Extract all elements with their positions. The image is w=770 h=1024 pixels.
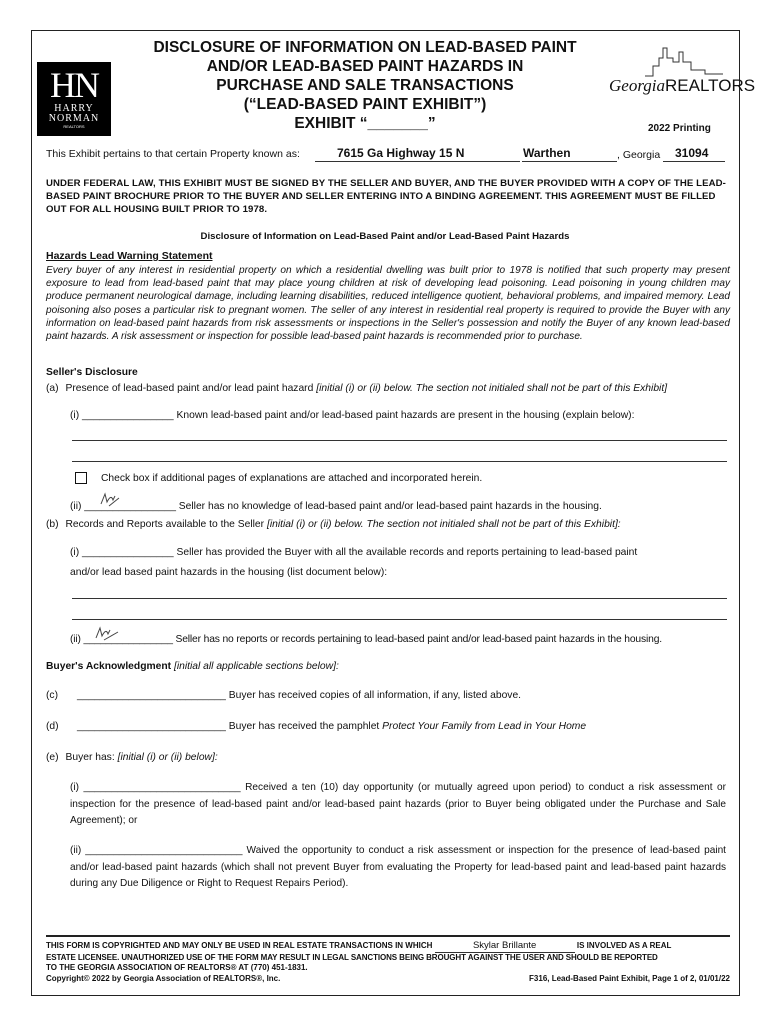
seller-b-instructions: [initial (i) or (ii) below. The section not initialed shall not be part of this Exhibit]: bbox=[266, 519, 621, 530]
form-title bbox=[120, 38, 610, 133]
documents-line-1[interactable] bbox=[72, 598, 727, 599]
hazard-heading: Hazards Lead Warning Statement bbox=[46, 250, 213, 262]
checkbox-label: Check box if additional pages of explanations are attached and incorporated herein. bbox=[101, 473, 483, 484]
item-label: (a) bbox=[46, 383, 59, 394]
footer bbox=[46, 941, 730, 985]
property-zip[interactable]: 31094 bbox=[675, 146, 709, 160]
zip-underline bbox=[663, 161, 725, 162]
buyer-e-row bbox=[46, 752, 218, 763]
buyer-e-instructions: [initial (i) or (ii) below]: bbox=[117, 752, 218, 763]
disclosure-heading: Disclosure of Information on Lead-Based Paint and/or Lead-Based Paint Hazards bbox=[200, 231, 570, 242]
skyline-icon bbox=[645, 40, 725, 80]
property-prefix: This Exhibit pertains to that certain Property known as: bbox=[46, 148, 300, 160]
footer-line-1-post: IS INVOLVED AS A REAL bbox=[576, 941, 672, 950]
additional-pages-checkbox[interactable] bbox=[75, 472, 87, 484]
initials-scribble-icon bbox=[99, 492, 121, 508]
title-line: EXHIBIT “_______” bbox=[294, 115, 436, 132]
title-line: (“LEAD-BASED PAINT EXHIBIT”) bbox=[243, 96, 487, 113]
hazard-statement: Every buyer of any interest in residential property on which a residential dwelling was built prior to 1978 is notified that such property may present exposure to lead from lead-based paint that may place young children at risk of developing lead poisoning. Lead poisoning in young children may produce permanent neurological damage, including learning disabilities, reduced intelligence quotient, behavioral problems, and impaired memory. Lead poisoning also poses a particular risk to pregnant women. The seller of any interest in residential real property is required to provide the Buyer with any information on lead-based paint hazards from risk assessments or inspections in the Seller's possession and notify the Buyer of any known lead-based paint hazards. A risk assessment or inspection for possible lead-based paint hazards is recommended prior to purchase. bbox=[46, 265, 730, 343]
seller-b-ii-line[interactable]: (ii) ________________ Seller has no reports or records pertaining to lead-based paint and/or lead-based paint hazards in the housing. bbox=[70, 634, 662, 645]
seller-a-row bbox=[46, 383, 667, 394]
item-label: (b) bbox=[46, 519, 59, 530]
logo-script-text: Georgia bbox=[609, 76, 666, 95]
seller-b-i-line[interactable]: (i) ________________ Seller has provided the Buyer with all the available records and reports pertaining to lead-based paint bbox=[70, 547, 638, 558]
item-label: (e) bbox=[46, 752, 59, 763]
buyer-d-row[interactable] bbox=[77, 721, 586, 732]
pamphlet-title: Protect Your Family from Lead in Your Home bbox=[382, 721, 587, 732]
initials-scribble-icon bbox=[94, 626, 120, 642]
title-line: DISCLOSURE OF INFORMATION ON LEAD-BASED PAINT bbox=[153, 39, 577, 56]
seller-a-ii-line[interactable]: (ii) ________________ Seller has no knowledge of lead-based paint and/or lead-based paint hazards in the housing. bbox=[70, 501, 602, 512]
footer-line-2: ESTATE LICENSEE. UNAUTHORIZED USE OF THE FORM MAY RESULT IN LEGAL SANCTIONS BEING BROUGHT AGAINST THE USER AND SHOULD BE REPORTED bbox=[46, 952, 658, 962]
footer-rule bbox=[46, 935, 730, 937]
city-underline bbox=[522, 161, 617, 162]
seller-a-i-line[interactable]: (i) ________________ Known lead-based paint and/or lead-based paint hazards are present in the housing (explain below): bbox=[70, 410, 635, 421]
logo-line-1: HARRY bbox=[54, 103, 94, 114]
buyer-ack-row bbox=[46, 661, 339, 672]
explain-line-1[interactable] bbox=[72, 440, 727, 441]
buyer-e-i-paragraph[interactable]: (i) ____________________________ Received a ten (10) day opportunity (or mutually agreed upon period) to conduct a risk assessment or inspection for the presence of lead-based paint and/or lead-based paint hazards (prior to Buyer being obligated under the Purchase and Sale Agreement); or bbox=[70, 782, 726, 826]
seller-initials-signature-2 bbox=[94, 626, 120, 646]
title-line: AND/OR LEAD-BASED PAINT HAZARDS IN bbox=[206, 58, 524, 75]
federal-law-warning: UNDER FEDERAL LAW, THIS EXHIBIT MUST BE SIGNED BY THE SELLER AND BUYER, AND THE BUYER PROVIDED WITH A COPY OF THE LEAD-BASED PAINT BROCHURE PRIOR TO THE BUYER AND SELLER ENTERING INTO A BINDING AGREEMENT. THIS AGREEMENT MUST BE FILLED OUT FOR ALL HOUSING BUILT PRIOR TO 1978. bbox=[46, 178, 726, 215]
logo-monogram: HN bbox=[50, 65, 98, 105]
harry-norman-logo bbox=[37, 62, 111, 136]
form-identifier: F316, Lead-Based Paint Exhibit, Page 1 of 2, 01/01/22 bbox=[529, 973, 730, 983]
printing-year: 2022 Printing bbox=[648, 123, 711, 134]
georgia-realtors-text bbox=[609, 76, 755, 96]
buyer-ack-heading: Buyer's Acknowledgment bbox=[46, 661, 172, 672]
buyer-d-line: __________________________ Buyer has received the pamphlet bbox=[77, 721, 380, 732]
buyer-d-label: (d) bbox=[46, 721, 59, 732]
documents-line-2[interactable] bbox=[72, 619, 727, 620]
seller-a-instructions: [initial (i) or (ii) below. The section not initialed shall not be part of this Exhibit] bbox=[316, 383, 668, 394]
seller-b-i-continued: and/or lead based paint hazards in the housing (list document below): bbox=[70, 567, 388, 578]
logo-bold-text: REALTORS bbox=[665, 76, 756, 95]
seller-initials-signature bbox=[99, 492, 121, 512]
buyer-c-label: (c) bbox=[46, 690, 59, 701]
seller-b-row bbox=[46, 519, 621, 530]
footer-line-1 bbox=[46, 941, 730, 953]
footer-line-1-pre: THIS FORM IS COPYRIGHTED AND MAY ONLY BE USED IN REAL ESTATE TRANSACTIONS IN WHICH bbox=[46, 941, 433, 950]
buyer-e-text: Buyer has: bbox=[65, 752, 115, 763]
footer-bottom-row bbox=[46, 974, 730, 985]
logo-line-2: NORMAN bbox=[48, 113, 100, 124]
state-label: , Georgia bbox=[617, 149, 661, 161]
explain-line-2[interactable] bbox=[72, 461, 727, 462]
buyer-ack-instructions: [initial all applicable sections below]: bbox=[173, 661, 339, 672]
seller-a-text: Presence of lead-based paint and/or lead paint hazard bbox=[65, 383, 314, 394]
copyright-notice: Copyright© 2022 by Georgia Association of REALTORS®, Inc. bbox=[46, 973, 281, 983]
title-line: PURCHASE AND SALE TRANSACTIONS bbox=[216, 77, 514, 94]
footer-line-3: TO THE GEORGIA ASSOCIATION OF REALTORS® AT (770) 451-1831. bbox=[46, 963, 308, 972]
licensee-name[interactable]: Skylar Brillante bbox=[435, 941, 575, 953]
logo-line-3: REALTORS bbox=[63, 124, 85, 129]
seller-disclosure-heading: Seller's Disclosure bbox=[46, 367, 138, 378]
property-city[interactable]: Warthen bbox=[523, 146, 571, 160]
buyer-c-line[interactable]: __________________________ Buyer has received copies of all information, if any, listed above. bbox=[77, 690, 522, 701]
address-underline bbox=[315, 161, 520, 162]
georgia-realtors-logo bbox=[605, 40, 756, 100]
property-address[interactable]: 7615 Ga Highway 15 N bbox=[337, 146, 465, 160]
seller-b-text: Records and Reports available to the Seller bbox=[65, 519, 265, 530]
buyer-e-ii-paragraph[interactable]: (ii) ____________________________ Waived the opportunity to conduct a risk assessment or inspection for the presence of lead-based paint and/or lead-based paint hazards (which shall not prevent Buyer from evaluating the Property for lead-based paint and lead-based paint hazards during any Due Diligence or Right to Request Repairs Period). bbox=[70, 845, 726, 889]
